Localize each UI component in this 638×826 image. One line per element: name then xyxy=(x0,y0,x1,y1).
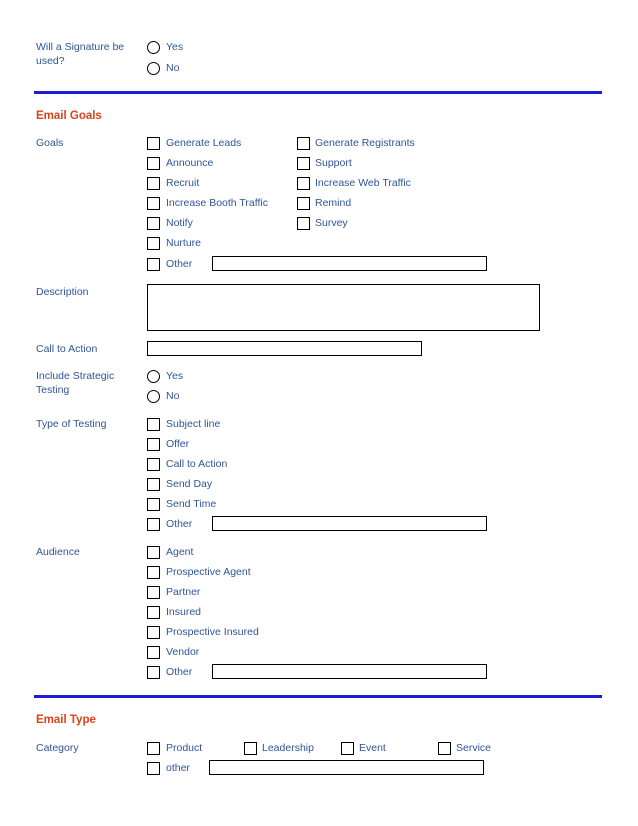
category-product-checkbox[interactable] xyxy=(147,742,160,755)
audience-vendor-checkbox[interactable] xyxy=(147,646,160,659)
category-other-checkbox[interactable] xyxy=(147,762,160,775)
goal-option-label: Increase Web Traffic xyxy=(315,177,411,189)
signature-no-radio[interactable] xyxy=(147,62,160,75)
cta-input[interactable] xyxy=(147,341,422,356)
testing-option-label: Send Time xyxy=(166,498,217,510)
audience-partner-checkbox[interactable] xyxy=(147,586,160,599)
audience-option-label: Insured xyxy=(166,606,202,618)
signature-yes-label: Yes xyxy=(166,41,184,53)
goal-generate-registrants-checkbox[interactable] xyxy=(297,137,310,150)
goal-recruit-checkbox[interactable] xyxy=(147,177,160,190)
category-option-label: Product xyxy=(166,742,203,754)
goal-support-checkbox[interactable] xyxy=(297,157,310,170)
audience-option-label: Vendor xyxy=(166,646,200,658)
testing-option-label: Call to Action xyxy=(166,458,228,470)
testing-other-checkbox[interactable] xyxy=(147,518,160,531)
strategic-yes-radio[interactable] xyxy=(147,370,160,383)
goal-option-label: Recruit xyxy=(166,177,200,189)
goal-nurture-checkbox[interactable] xyxy=(147,237,160,250)
goal-web-traffic-checkbox[interactable] xyxy=(297,177,310,190)
goal-option-label: Nurture xyxy=(166,237,202,249)
category-option-label: Service xyxy=(456,742,492,754)
audience-option-label: Other xyxy=(166,666,193,678)
strategic-yes-label: Yes xyxy=(166,370,184,382)
category-other-label: other xyxy=(166,762,190,774)
testing-subject-line-checkbox[interactable] xyxy=(147,418,160,431)
category-event-checkbox[interactable] xyxy=(341,742,354,755)
goal-option-label: Remind xyxy=(315,197,352,209)
goal-other-checkbox[interactable] xyxy=(147,258,160,271)
testing-other-input[interactable] xyxy=(212,516,487,531)
email-type-heading: Email Type xyxy=(36,714,96,726)
category-other-input[interactable] xyxy=(209,760,484,775)
category-leadership-checkbox[interactable] xyxy=(244,742,257,755)
strategic-no-label: No xyxy=(166,390,180,402)
audience-agent-checkbox[interactable] xyxy=(147,546,160,559)
category-label: Category xyxy=(36,742,79,754)
email-goals-heading: Email Goals xyxy=(36,110,102,122)
audience-option-label: Prospective Agent xyxy=(166,566,251,578)
goal-option-label: Support xyxy=(315,157,352,169)
audience-option-label: Prospective Insured xyxy=(166,626,259,638)
goal-option-label: Generate Leads xyxy=(166,137,242,149)
strategic-no-radio[interactable] xyxy=(147,390,160,403)
audience-label: Audience xyxy=(36,546,80,558)
goal-option-label: Announce xyxy=(166,157,214,169)
cta-label: Call to Action xyxy=(36,343,98,355)
goal-option-label: Survey xyxy=(315,217,348,229)
testing-offer-checkbox[interactable] xyxy=(147,438,160,451)
audience-option-label: Agent xyxy=(166,546,194,558)
audience-other-checkbox[interactable] xyxy=(147,666,160,679)
testing-send-time-checkbox[interactable] xyxy=(147,498,160,511)
audience-other-input[interactable] xyxy=(212,664,487,679)
strategic-testing-label: Include Strategic Testing xyxy=(36,370,115,396)
description-label: Description xyxy=(36,286,89,298)
goal-booth-traffic-checkbox[interactable] xyxy=(147,197,160,210)
goal-remind-checkbox[interactable] xyxy=(297,197,310,210)
audience-insured-checkbox[interactable] xyxy=(147,606,160,619)
goals-label: Goals xyxy=(36,137,64,149)
audience-prospective-agent-checkbox[interactable] xyxy=(147,566,160,579)
testing-type-label: Type of Testing xyxy=(36,418,107,430)
audience-option-label: Partner xyxy=(166,586,201,598)
testing-option-label: Offer xyxy=(166,438,190,450)
goal-notify-checkbox[interactable] xyxy=(147,217,160,230)
testing-send-day-checkbox[interactable] xyxy=(147,478,160,491)
goal-announce-checkbox[interactable] xyxy=(147,157,160,170)
goal-option-label: Increase Booth Traffic xyxy=(166,197,268,209)
signature-label: Will a Signature be used? xyxy=(36,41,125,67)
section-divider xyxy=(34,91,602,94)
category-option-label: Event xyxy=(359,742,386,754)
goal-option-label: Other xyxy=(166,258,193,270)
audience-prospective-insured-checkbox[interactable] xyxy=(147,626,160,639)
category-option-label: Leadership xyxy=(262,742,314,754)
goal-survey-checkbox[interactable] xyxy=(297,217,310,230)
section-divider xyxy=(34,695,602,698)
goal-other-input[interactable] xyxy=(212,256,487,271)
goal-option-label: Notify xyxy=(166,217,193,229)
category-service-checkbox[interactable] xyxy=(438,742,451,755)
testing-option-label: Other xyxy=(166,518,193,530)
signature-no-label: No xyxy=(166,62,180,74)
goal-option-label: Generate Registrants xyxy=(315,137,415,149)
signature-yes-radio[interactable] xyxy=(147,41,160,54)
testing-cta-checkbox[interactable] xyxy=(147,458,160,471)
description-textarea[interactable] xyxy=(147,284,540,331)
testing-option-label: Send Day xyxy=(166,478,213,490)
testing-option-label: Subject line xyxy=(166,418,221,430)
goal-generate-leads-checkbox[interactable] xyxy=(147,137,160,150)
